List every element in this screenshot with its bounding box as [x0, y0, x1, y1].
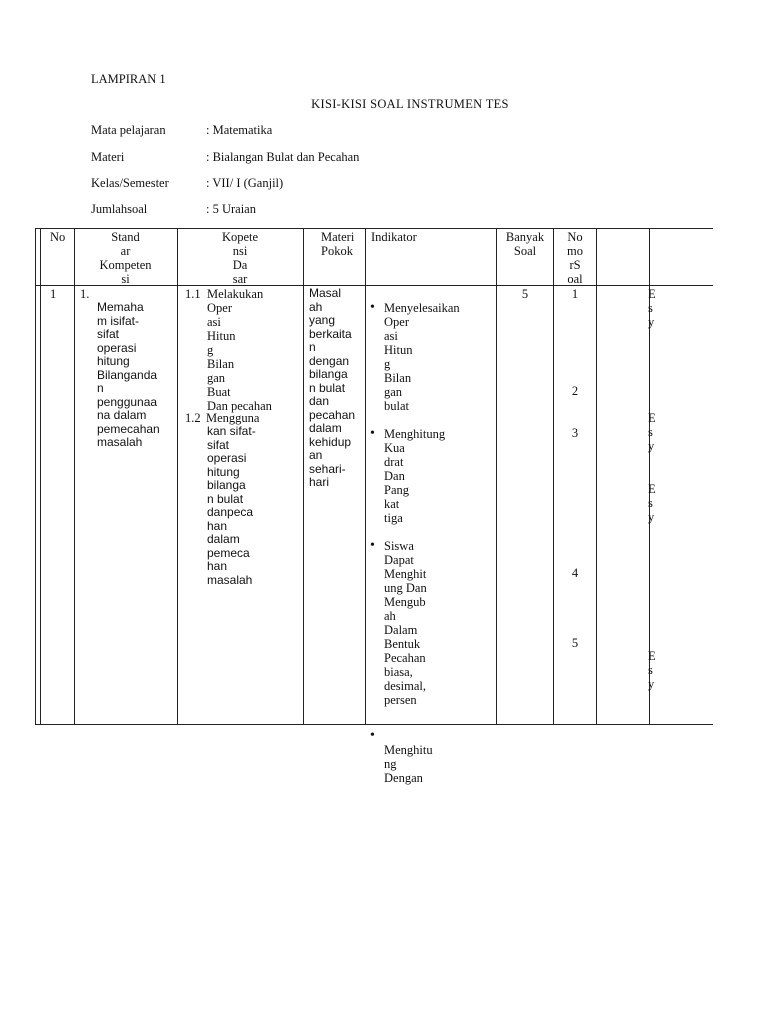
indikator-item: • Menghitung Kua drat Dan Pang kat tiga	[370, 426, 446, 525]
header-kompetensi: Kopete nsi Da sar	[221, 230, 259, 286]
row-extra-1: E s y	[648, 287, 656, 329]
col-divider-materi	[365, 228, 366, 725]
row-standar-text: Memaha m isifat- sifat operasi hitung Bilanganda n penggunaa na dalam pemecahan masalah	[97, 300, 160, 449]
row-nomor-3: 3	[571, 426, 579, 440]
col-divider-kompetensi	[303, 228, 304, 725]
row-materi-text: Masal ah yang berkaita n dengan bilanga n bulat dan pecahan dalam kehidup an sehari- hari	[309, 286, 356, 489]
row-kompetensi-2-num: 1.2	[185, 411, 201, 425]
col-divider-no	[74, 228, 75, 725]
row-extra-4: E s y	[648, 649, 656, 691]
bullet-icon: •	[370, 300, 375, 315]
header-standar: Stand ar Kompeten si	[99, 230, 152, 286]
col-divider-nomor	[596, 228, 597, 725]
bullet-icon: •	[370, 728, 375, 743]
header-banyak: Banyak Soal	[505, 230, 545, 258]
row-kompetensi-1-num: 1.1	[185, 287, 201, 301]
col-divider-banyak	[553, 228, 554, 725]
col-divider-indikator	[496, 228, 497, 725]
bullet-icon: •	[370, 538, 375, 553]
row-banyak: 5	[521, 287, 529, 301]
col-divider-standar	[177, 228, 178, 725]
lampiran-label: LAMPIRAN 1	[91, 72, 166, 86]
row-no: 1	[50, 287, 57, 301]
indikator-item: • Menyelesaikan Oper asi Hitun g Bilan gan bulat	[370, 300, 460, 413]
meta-value-material: : Bialangan Bulat dan Pecahan	[206, 150, 360, 164]
row-nomor-5: 5	[571, 636, 579, 650]
header-nomor: No mo rS oal	[567, 230, 583, 286]
row-kompetensi-2-text: kan sifat- sifat operasi hitung bilanga n bulat danpeca han dalam pemeca han masalah	[207, 424, 256, 587]
row-extra-3: E s y	[648, 482, 656, 524]
indikator-item: • Menghitu ng Dengan	[370, 728, 433, 785]
header-indikator: Indikator	[371, 230, 417, 244]
meta-label-material: Materi	[91, 150, 125, 164]
header-no: No	[50, 230, 66, 244]
header-materi: Materi Pokok	[321, 230, 355, 258]
document-title: KISI-KISI SOAL INSTRUMEN TES	[311, 97, 509, 111]
meta-value-subject: : Matematika	[206, 123, 273, 137]
row-indikator-list	[369, 287, 495, 799]
meta-value-count: : 5 Uraian	[206, 202, 256, 216]
row-extra-2: E s y	[648, 411, 656, 453]
row-kompetensi-2-first: Mengguna	[206, 411, 260, 425]
meta-value-class: : VII/ I (Ganjil)	[206, 176, 284, 190]
meta-label-subject: Mata pelajaran	[91, 123, 166, 137]
meta-label-count: Jumlahsoal	[91, 202, 148, 216]
row-standar-num: 1.	[80, 287, 90, 301]
row-nomor-4: 4	[571, 566, 579, 580]
row-nomor-1: 1	[571, 287, 579, 301]
row-kompetensi-1-text: Melakukan Oper asi Hitun g Bilan gan Buat Dan pecahan	[207, 287, 272, 413]
row-nomor-2: 2	[571, 384, 579, 398]
indikator-item: • Siswa Dapat Menghit ung Dan Mengub ah Dalam Bentuk Pecahan biasa, desimal, persen	[370, 538, 427, 707]
meta-label-class: Kelas/Semester	[91, 176, 169, 190]
bullet-icon: •	[370, 426, 375, 441]
table-border-left-inner	[40, 228, 41, 725]
table-border-top	[35, 228, 713, 229]
table-border-left-outer	[35, 228, 36, 725]
